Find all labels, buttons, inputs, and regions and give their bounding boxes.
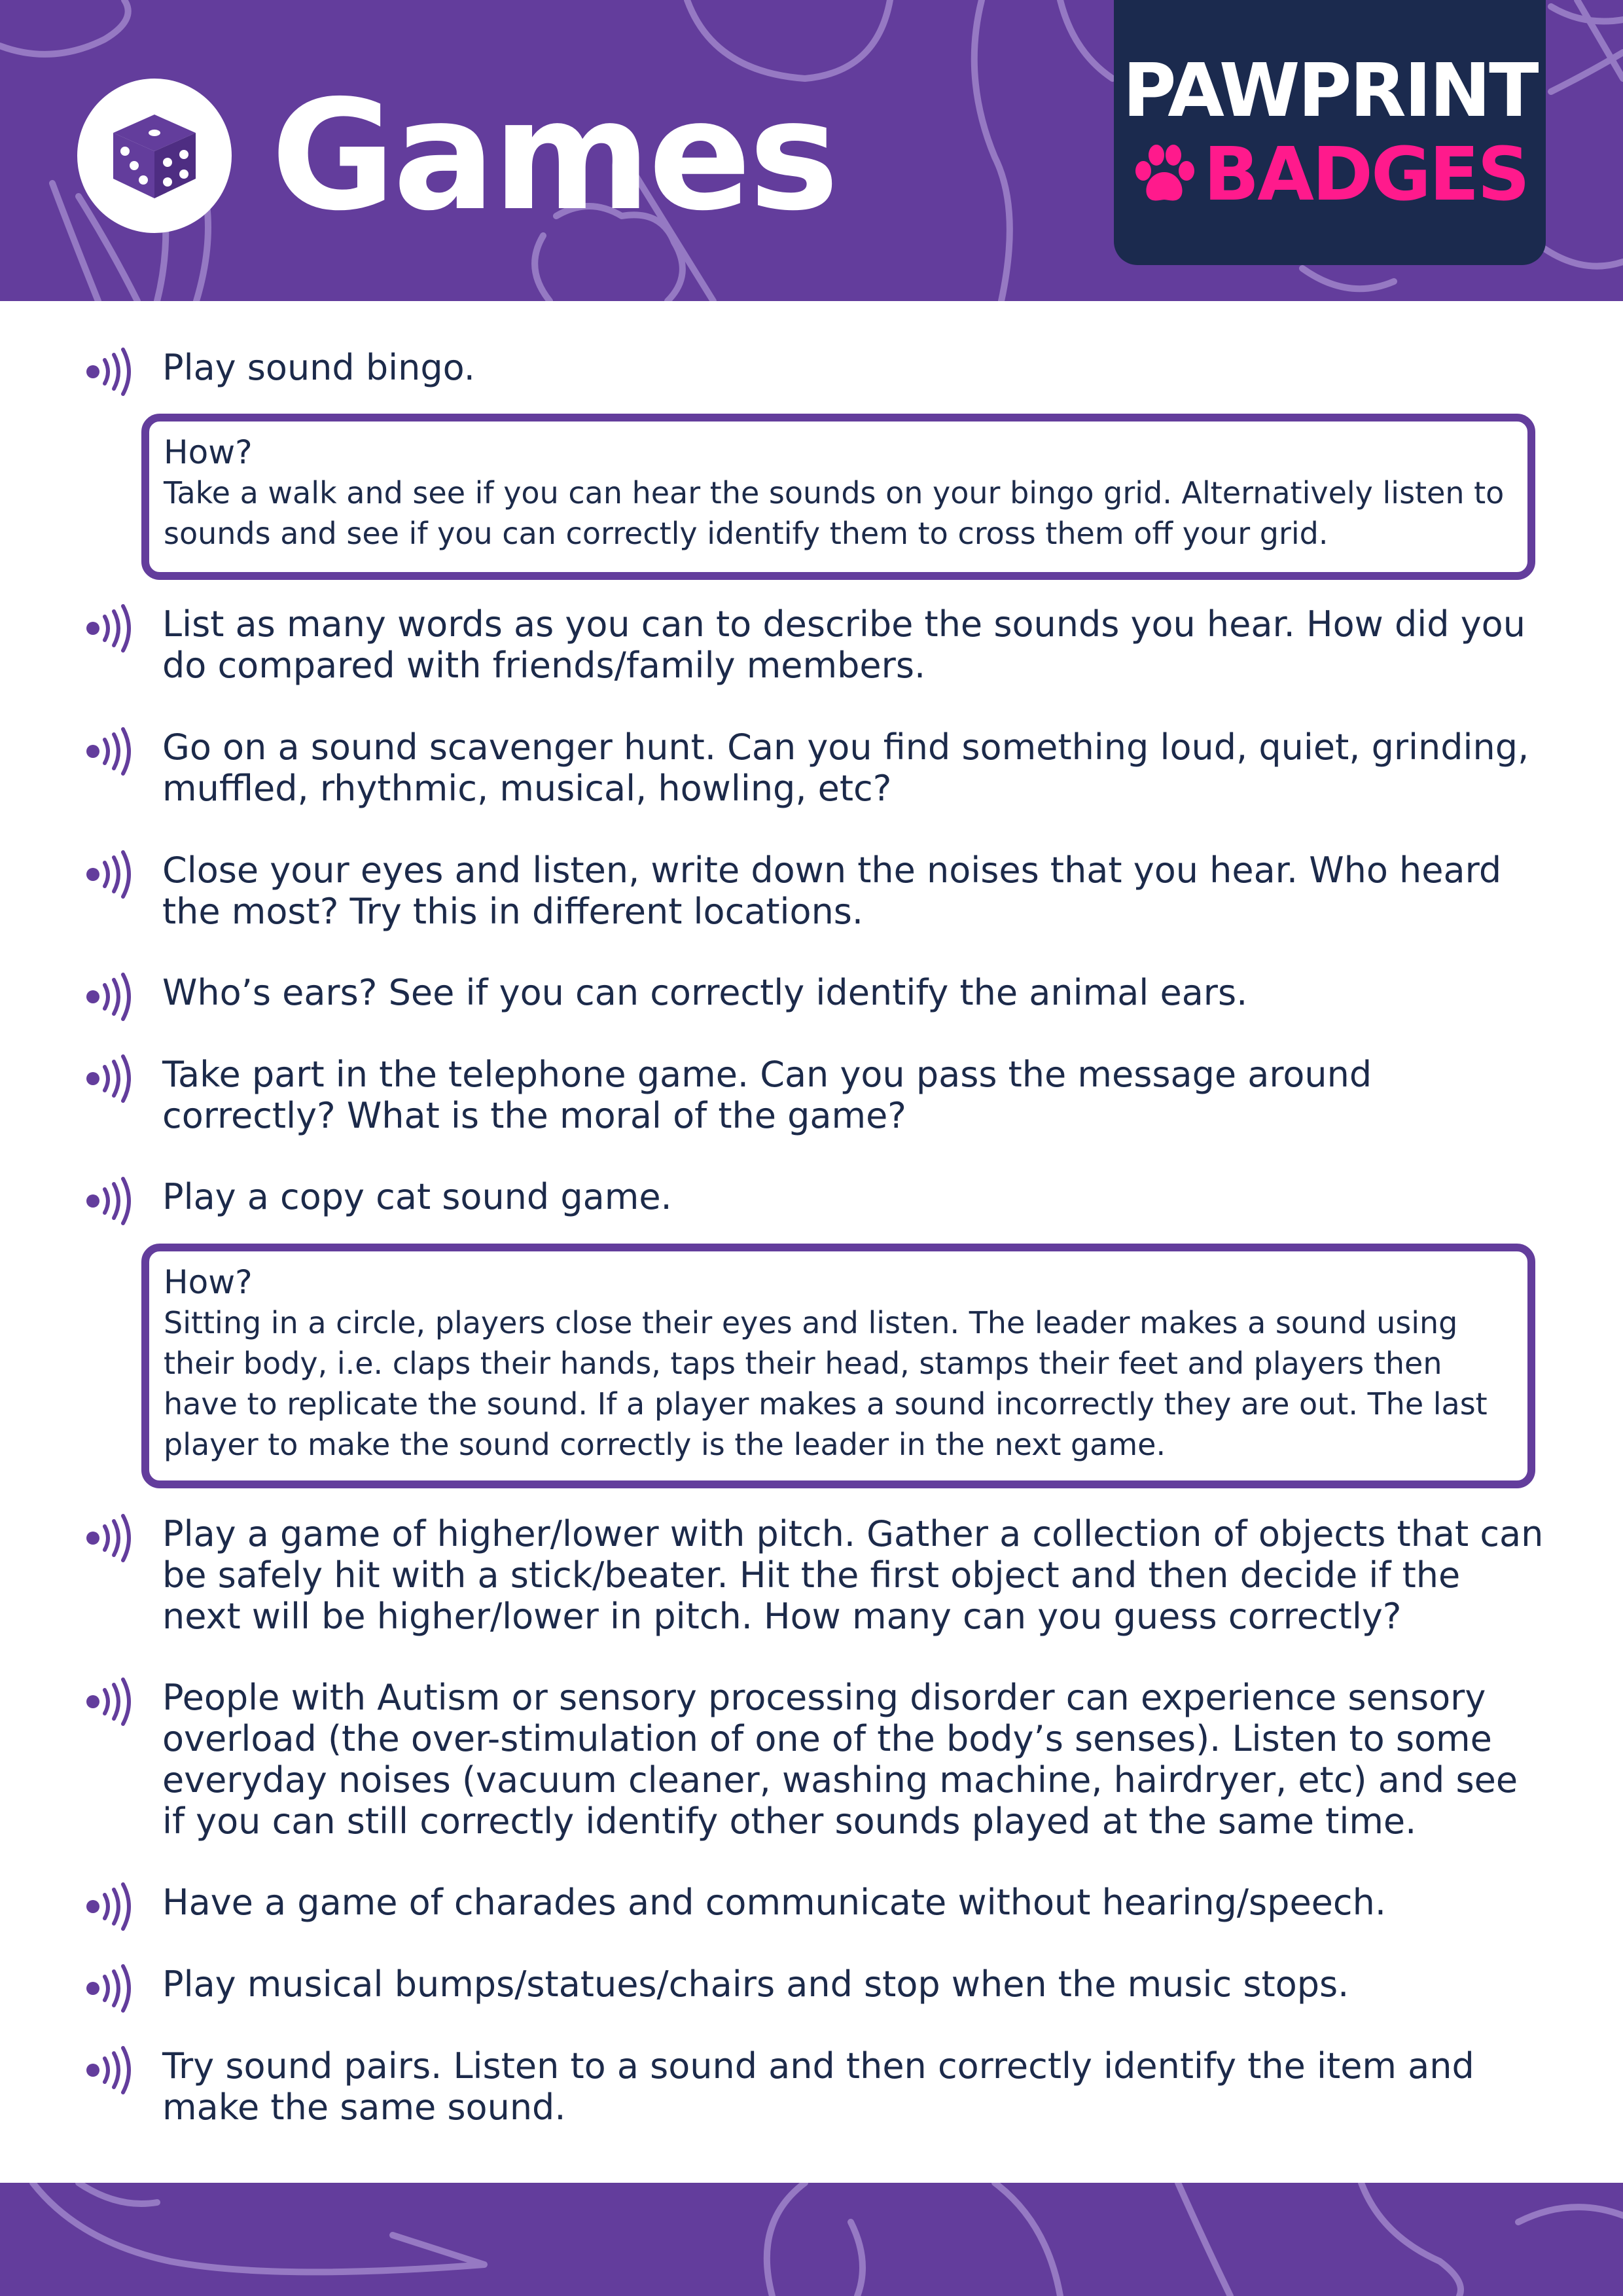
list-item	[85, 347, 1544, 397]
item-text: Close your eyes and listen, write down the noises that you hear. Who heard the most? Try this in different locations.	[162, 850, 1502, 932]
list-item	[85, 850, 1544, 932]
logo-line-2: BADGES	[1203, 132, 1529, 217]
sound-waves-icon	[85, 850, 135, 899]
how-title: How?	[164, 433, 253, 471]
how-body: Sitting in a circle, players close their eyes and listen. The leader makes a sound using their body, i.e. claps their hands, taps their head, stamps their feet and players then have to replicate the sound. If a player makes a sound incorrectly they are out. The last player to make the sound correctly is the leader in the next game.	[164, 1305, 1488, 1462]
list-item	[85, 1964, 1544, 2013]
item-text: Play sound bingo.	[162, 347, 475, 388]
sound-waves-icon	[85, 1054, 135, 1103]
how-title: How?	[164, 1263, 253, 1301]
list-item	[85, 726, 1544, 809]
sound-waves-icon	[85, 1882, 135, 1931]
sound-waves-icon	[85, 347, 135, 397]
item-text: Who’s ears? See if you can correctly identify the animal ears.	[162, 972, 1248, 1013]
pawprint-badges-logo	[1114, 0, 1546, 265]
activity-list	[0, 301, 1623, 2183]
logo-line-2-group	[1132, 132, 1529, 217]
header-banner	[0, 0, 1623, 301]
list-item	[85, 1054, 1544, 1136]
item-text: List as many words as you can to describe the sounds you hear. How did you do compared with friends/family members.	[162, 603, 1525, 686]
how-body: Take a walk and see if you can hear the sounds on your bingo grid. Alternatively listen to sounds and see if you can correctly identify them to cross them off your grid.	[164, 475, 1505, 551]
logo-line-1: PAWPRINT	[1122, 48, 1537, 134]
list-item	[85, 603, 1544, 686]
dice-icon	[105, 107, 204, 205]
paw-icon	[1132, 143, 1197, 206]
how-box	[141, 1244, 1535, 1488]
how-box	[141, 414, 1535, 580]
item-text: Take part in the telephone game. Can you pass the message around correctly? What is the moral of the game?	[162, 1054, 1372, 1136]
sound-waves-icon	[85, 2045, 135, 2095]
item-text: People with Autism or sensory processing disorder can experience sensory overload (the over-stimulation of one of the body’s senses). Listen to some everyday noises (vacuum cleaner, washing machine, hairdryer, etc) and see if you can still correctly identify other sounds played at the same time.	[162, 1677, 1518, 1842]
sound-waves-icon	[85, 1176, 135, 1226]
sound-waves-icon	[85, 1513, 135, 1563]
sound-waves-icon	[85, 726, 135, 776]
dice-badge	[77, 79, 232, 233]
list-item	[85, 1513, 1544, 1637]
doodle-background	[0, 2183, 1623, 2296]
page-title-group	[77, 67, 837, 244]
item-text: Try sound pairs. Listen to a sound and then correctly identify the item and make the same sound.	[162, 2045, 1474, 2128]
item-text: Play musical bumps/statues/chairs and stop when the music stops.	[162, 1964, 1349, 2005]
sound-waves-icon	[85, 1677, 135, 1727]
item-text: Play a game of higher/lower with pitch. Gather a collection of objects that can be safely hit with a stick/beater. Hit the first object and then decide if the next will be higher/lower in pitch. How many can you guess correctly?	[162, 1513, 1544, 1637]
page-title: Games	[271, 67, 837, 244]
list-item	[85, 2045, 1544, 2128]
item-text: Go on a sound scavenger hunt. Can you find something loud, quiet, grinding, muffled, rhythmic, musical, howling, etc?	[162, 726, 1529, 809]
sound-waves-icon	[85, 603, 135, 653]
item-text: Have a game of charades and communicate without hearing/speech.	[162, 1882, 1386, 1923]
list-item	[85, 1176, 1544, 1226]
footer-banner	[0, 2183, 1623, 2296]
list-item	[85, 1882, 1544, 1931]
sound-waves-icon	[85, 972, 135, 1022]
list-item	[85, 1677, 1544, 1842]
list-item	[85, 972, 1544, 1022]
sound-waves-icon	[85, 1964, 135, 2013]
item-text: Play a copy cat sound game.	[162, 1176, 672, 1217]
